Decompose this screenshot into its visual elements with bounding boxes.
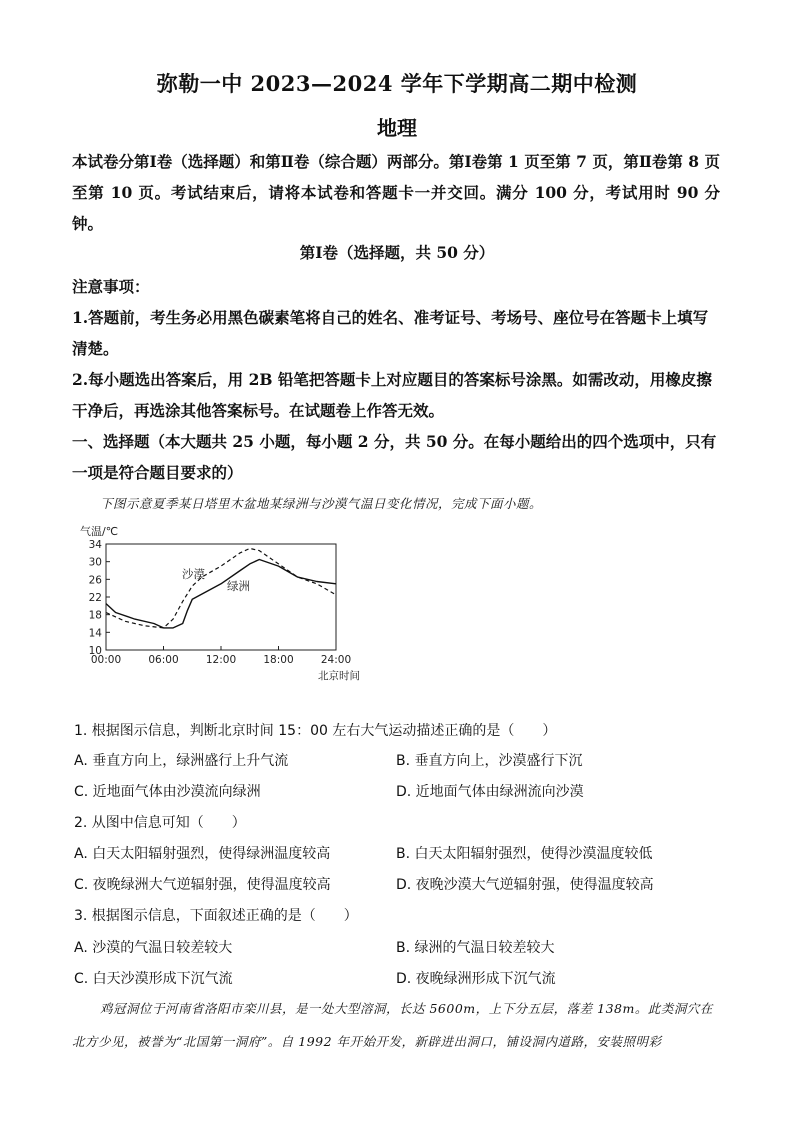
material-2-text: 鸡冠洞位于河南省洛阳市栾川县，是一处大型溶洞，长达 5600m，上下分五层，落差 138m。此类洞穴在北方少见，被誉为“北国第一洞府”。自 1992 年开始开发，新辟进出洞口，铺设洞内道路，安装照明彩 bbox=[72, 1001, 713, 1049]
section-heading: 一、选择题（本大题共 25 小题，每小题 2 分，共 50 分。在每小题给出的四个选项中，只有一项是符合题目要求的） bbox=[72, 432, 717, 482]
q3-option-a[interactable]: A. 沙漠的气温日较差较大 bbox=[74, 940, 233, 956]
notes-block bbox=[72, 271, 720, 488]
series-line-desert bbox=[106, 548, 336, 628]
q1-option-b[interactable]: B. 垂直方向上，沙漠盛行下沉 bbox=[396, 753, 583, 769]
material-1: 下图示意夏季某日塔里木盆地某绿洲与沙漠气温日变化情况，完成下面小题。 bbox=[100, 496, 543, 511]
series-line-oasis bbox=[106, 560, 336, 628]
x-tick-label-0: 00:00 bbox=[90, 654, 122, 666]
question-2-stem: 2. 从图中信息可知（ ） bbox=[74, 815, 246, 831]
notes-heading: 注意事项： bbox=[72, 277, 150, 296]
subject-title: 地理 bbox=[377, 116, 417, 140]
notes-item-2: 2.每小题选出答案后，用 2B 铅笔把答题卡上对应题目的答案标号涂黑。如需改动，用橡皮擦干净后，再选涂其他答案标号。在试题卷上作答无效。 bbox=[72, 370, 712, 420]
chart-ylabel: 气温/℃ bbox=[80, 525, 119, 538]
q1-option-c[interactable]: C. 近地面气体由沙漠流向绿洲 bbox=[74, 784, 261, 800]
plot-frame bbox=[106, 544, 336, 650]
series-label-oasis: 绿洲 bbox=[227, 579, 250, 593]
q2-option-a[interactable]: A. 白天太阳辐射强烈，使得绿洲温度较高 bbox=[74, 846, 331, 862]
y-tick-label-4: 26 bbox=[88, 574, 102, 587]
chart-series bbox=[106, 548, 336, 628]
q2-option-c[interactable]: C. 夜晚绿洲大气逆辐射强，使得温度较高 bbox=[74, 877, 331, 893]
q3-option-c[interactable]: C. 白天沙漠形成下沉气流 bbox=[74, 971, 233, 987]
chart-xlabel: 北京时间 bbox=[318, 670, 360, 682]
question-3-stem: 3. 根据图示信息，下面叙述正确的是（ ） bbox=[74, 908, 358, 924]
material-2 bbox=[72, 992, 720, 1058]
exam-title: 弥勒一中 2023—2024 学年下学期高二期中检测 bbox=[156, 71, 638, 96]
y-tick-label-3: 22 bbox=[88, 592, 102, 604]
exam-intro: 本试卷分第Ⅰ卷（选择题）和第Ⅱ卷（综合题）两部分。第Ⅰ卷第 1 页至第 7 页，第Ⅱ卷第 8 页至第 10 页。考试结束后，请将本试卷和答题卡一并交回。满分 100 分，考试用时 90 分钟。 bbox=[72, 152, 720, 233]
y-tick-label-6: 34 bbox=[88, 539, 102, 551]
series-label-desert: 沙漠 bbox=[182, 567, 205, 581]
y-tick-label-1: 14 bbox=[88, 627, 102, 640]
q1-option-d[interactable]: D. 近地面气体由绿洲流向沙漠 bbox=[396, 784, 584, 800]
y-tick-label-0: 10 bbox=[88, 645, 102, 657]
y-tick-label-2: 18 bbox=[88, 609, 102, 622]
q1-option-a[interactable]: A. 垂直方向上，绿洲盛行上升气流 bbox=[74, 753, 289, 769]
temperature-chart bbox=[76, 522, 376, 684]
y-tick-label-5: 30 bbox=[88, 556, 102, 569]
x-tick-label-3: 18:00 bbox=[263, 654, 294, 666]
x-tick-label-2: 12:00 bbox=[205, 654, 237, 666]
part1-title: 第Ⅰ卷（选择题，共 50 分） bbox=[299, 243, 495, 262]
question-1-stem: 1. 根据图示信息，判断北京时间 15：00 左右大气运动描述正确的是（ ） bbox=[74, 723, 557, 739]
notes-item-1: 1.答题前，考生务必用黑色碳素笔将自己的姓名、准考证号、考场号、座位号在答题卡上填写清楚。 bbox=[72, 308, 709, 358]
chart-axes bbox=[89, 539, 352, 666]
q2-option-b[interactable]: B. 白天太阳辐射强烈，使得沙漠温度较低 bbox=[396, 846, 653, 862]
x-tick-label-1: 06:00 bbox=[148, 654, 179, 666]
q3-option-b[interactable]: B. 绿洲的气温日较差较大 bbox=[396, 940, 555, 956]
x-tick-label-4: 24:00 bbox=[320, 654, 352, 666]
q2-option-d[interactable]: D. 夜晚沙漠大气逆辐射强，使得温度较高 bbox=[396, 877, 654, 893]
q3-option-d[interactable]: D. 夜晚绿洲形成下沉气流 bbox=[396, 971, 556, 987]
